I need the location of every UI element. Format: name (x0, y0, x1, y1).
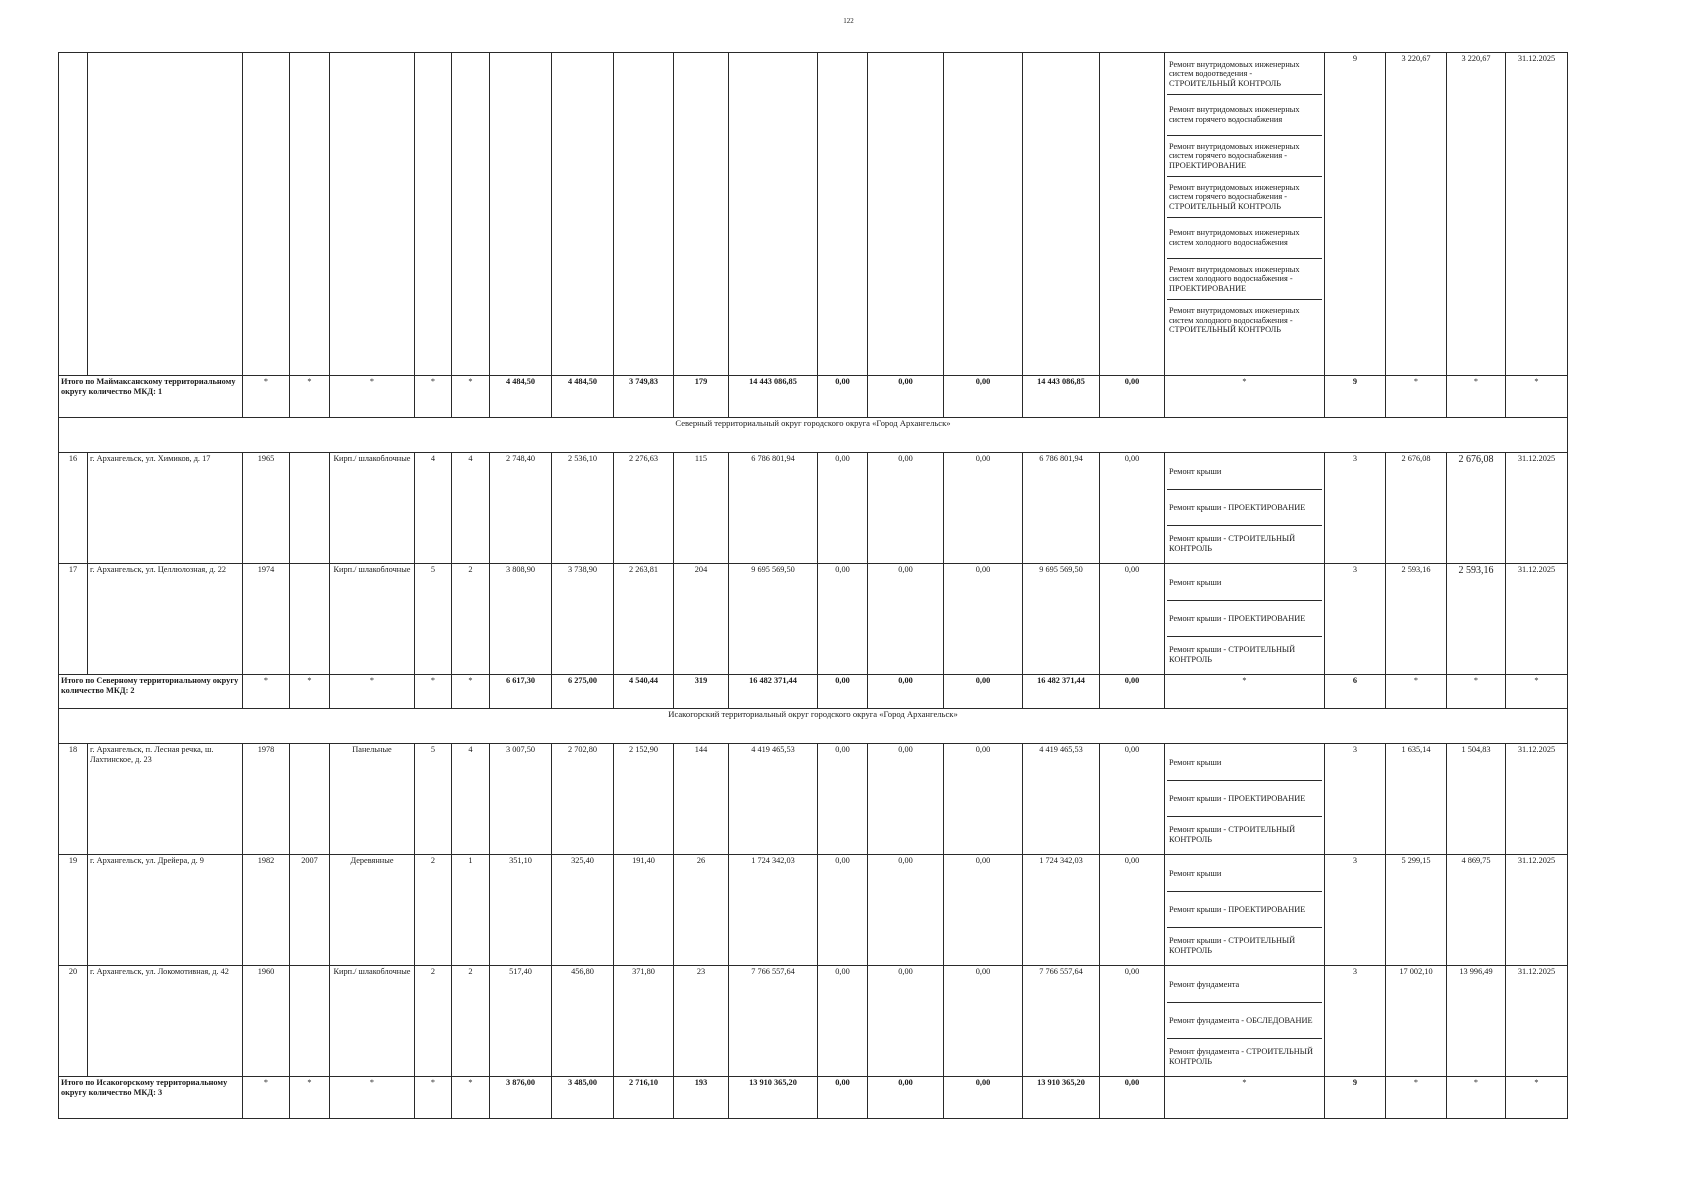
star: * (290, 1077, 330, 1119)
work-count: 3 (1325, 453, 1386, 564)
area-total: 3 808,90 (490, 564, 552, 675)
limit-cost: 2 676,08 (1447, 453, 1506, 564)
total-label: Итого по Исакогорскому территориальному округу количество МКД: 3 (59, 1077, 243, 1119)
wall-material: Кирп./ шлакоблочные (330, 564, 415, 675)
fund-local: 0,00 (944, 1077, 1023, 1119)
wall-material: Кирп./ шлакоблочные (330, 453, 415, 564)
fund-owners: 16 482 371,44 (1023, 675, 1100, 709)
unit-cost: 17 002,10 (1386, 966, 1447, 1077)
fund-federal: 0,00 (818, 855, 868, 966)
star: * (1506, 376, 1568, 418)
table-row (59, 453, 1568, 564)
fund-local: 0,00 (944, 855, 1023, 966)
fund-owners: 1 724 342,03 (1023, 855, 1100, 966)
cell (415, 53, 452, 376)
entrances: 1 (452, 855, 490, 966)
cost-sum: 6 786 801,94 (729, 453, 818, 564)
work-item: Ремонт внутридомовых инженерных систем холодного водоснабжения - СТРОИТЕЛЬНЫЙ КОНТРОЛЬ (1169, 306, 1300, 335)
cell (1023, 53, 1100, 376)
row-number: 18 (59, 744, 88, 855)
address: г. Архангельск, ул. Химиков, д. 17 (88, 453, 243, 564)
work-list (1165, 744, 1325, 855)
capital-repair-table (58, 52, 1568, 1119)
section-row-sever (59, 418, 1568, 453)
wall-material: Деревянные (330, 855, 415, 966)
star: * (330, 1077, 415, 1119)
fund-federal: 0,00 (818, 675, 868, 709)
work-list (1165, 53, 1325, 376)
work-item: Ремонт крыши - СТРОИТЕЛЬНЫЙ КОНТРОЛЬ (1169, 534, 1296, 553)
wall-material: Панельные (330, 744, 415, 855)
year-renovated (290, 966, 330, 1077)
year-renovated (290, 564, 330, 675)
star: * (1447, 376, 1506, 418)
fund-federal: 0,00 (818, 564, 868, 675)
star: * (1165, 376, 1325, 418)
fund-local: 0,00 (944, 564, 1023, 675)
entrances: 2 (452, 564, 490, 675)
star: * (290, 376, 330, 418)
star: * (290, 675, 330, 709)
cost-sum: 13 910 365,20 (729, 1077, 818, 1119)
cell (452, 53, 490, 376)
area-premises: 4 484,50 (552, 376, 614, 418)
work-list (1165, 453, 1325, 564)
area-residential: 4 540,44 (614, 675, 674, 709)
cell (729, 53, 818, 376)
cell (88, 53, 243, 376)
star: * (243, 675, 290, 709)
section-title: Исакогорский территориальный округ городского округа «Город Архангельск» (59, 709, 1568, 744)
cell (243, 53, 290, 376)
row-number: 20 (59, 966, 88, 1077)
fund-regional: 0,00 (868, 966, 944, 1077)
fund-regional: 0,00 (868, 744, 944, 855)
fund-owners: 4 419 465,53 (1023, 744, 1100, 855)
cell (944, 53, 1023, 376)
cell (818, 53, 868, 376)
residents: 144 (674, 744, 729, 855)
fund-federal: 0,00 (818, 1077, 868, 1119)
fund-other: 0,00 (1100, 453, 1165, 564)
fund-owners: 14 443 086,85 (1023, 376, 1100, 418)
area-residential: 371,80 (614, 966, 674, 1077)
residents: 319 (674, 675, 729, 709)
table-row (59, 855, 1568, 966)
star: * (415, 1077, 452, 1119)
residents: 193 (674, 1077, 729, 1119)
residents: 26 (674, 855, 729, 966)
entrances: 2 (452, 966, 490, 1077)
fund-regional: 0,00 (868, 675, 944, 709)
deadline: 31.12.2025 (1506, 744, 1568, 855)
unit-cost: 3 220,67 (1386, 53, 1447, 376)
star: * (1506, 675, 1568, 709)
year-renovated (290, 744, 330, 855)
fund-other: 0,00 (1100, 564, 1165, 675)
work-item: Ремонт внутридомовых инженерных систем холодного водоснабжения (1167, 218, 1322, 259)
area-total: 6 617,30 (490, 675, 552, 709)
unit-cost: 2 676,08 (1386, 453, 1447, 564)
cost-sum: 7 766 557,64 (729, 966, 818, 1077)
star: * (243, 1077, 290, 1119)
cell (290, 53, 330, 376)
star: * (1386, 1077, 1447, 1119)
residents: 179 (674, 376, 729, 418)
work-item: Ремонт крыши - СТРОИТЕЛЬНЫЙ КОНТРОЛЬ (1169, 645, 1296, 664)
star: * (330, 675, 415, 709)
area-residential: 3 749,83 (614, 376, 674, 418)
star: * (1447, 1077, 1506, 1119)
table-row (59, 744, 1568, 855)
limit-cost: 2 593,16 (1447, 564, 1506, 675)
floors: 2 (415, 966, 452, 1077)
work-item: Ремонт внутридомовых инженерных систем горячего водоснабжения - СТРОИТЕЛЬНЫЙ КОНТРОЛЬ (1167, 177, 1322, 218)
area-residential: 2 716,10 (614, 1077, 674, 1119)
work-list (1165, 855, 1325, 966)
work-item: Ремонт внутридомовых инженерных систем горячего водоснабжения (1167, 95, 1322, 136)
fund-federal: 0,00 (818, 744, 868, 855)
star: * (243, 376, 290, 418)
work-item: Ремонт внутридомовых инженерных систем холодного водоснабжения - ПРОЕКТИРОВАНИЕ (1167, 259, 1322, 300)
area-total: 351,10 (490, 855, 552, 966)
deadline: 31.12.2025 (1506, 855, 1568, 966)
table-row (59, 966, 1568, 1077)
work-item: Ремонт фундамента - СТРОИТЕЛЬНЫЙ КОНТРОЛЬ (1169, 1047, 1314, 1066)
work-item: Ремонт фундамента (1167, 967, 1322, 1003)
work-item: Ремонт крыши - СТРОИТЕЛЬНЫЙ КОНТРОЛЬ (1169, 936, 1296, 955)
fund-local: 0,00 (944, 966, 1023, 1077)
floors: 2 (415, 855, 452, 966)
work-item: Ремонт внутридомовых инженерных систем водоотведения - СТРОИТЕЛЬНЫЙ КОНТРОЛЬ (1167, 54, 1322, 95)
year-renovated (290, 453, 330, 564)
star: * (452, 675, 490, 709)
work-item: Ремонт внутридомовых инженерных систем горячего водоснабжения - ПРОЕКТИРОВАНИЕ (1167, 136, 1322, 177)
cost-sum: 4 419 465,53 (729, 744, 818, 855)
residents: 204 (674, 564, 729, 675)
star: * (1165, 1077, 1325, 1119)
year-renovated: 2007 (290, 855, 330, 966)
cost-sum: 9 695 569,50 (729, 564, 818, 675)
fund-owners: 6 786 801,94 (1023, 453, 1100, 564)
year-built: 1982 (243, 855, 290, 966)
area-total: 3 876,00 (490, 1077, 552, 1119)
fund-local: 0,00 (944, 744, 1023, 855)
row-number: 19 (59, 855, 88, 966)
area-premises: 325,40 (552, 855, 614, 966)
address: г. Архангельск, ул. Целлюлозная, д. 22 (88, 564, 243, 675)
star: * (1386, 376, 1447, 418)
total-row-sever (59, 675, 1568, 709)
total-row-maimaksa (59, 376, 1568, 418)
total-row-isak (59, 1077, 1568, 1119)
deadline: 31.12.2025 (1506, 53, 1568, 376)
cell (330, 53, 415, 376)
fund-federal: 0,00 (818, 453, 868, 564)
area-total: 4 484,50 (490, 376, 552, 418)
work-count: 6 (1325, 675, 1386, 709)
fund-owners: 9 695 569,50 (1023, 564, 1100, 675)
deadline: 31.12.2025 (1506, 966, 1568, 1077)
address: г. Архангельск, ул. Локомотивная, д. 42 (88, 966, 243, 1077)
cell (59, 53, 88, 376)
fund-owners: 13 910 365,20 (1023, 1077, 1100, 1119)
work-list (1165, 966, 1325, 1077)
star: * (452, 376, 490, 418)
fund-regional: 0,00 (868, 1077, 944, 1119)
work-item: Ремонт крыши - ПРОЕКТИРОВАНИЕ (1167, 892, 1322, 928)
fund-local: 0,00 (944, 675, 1023, 709)
work-item: Ремонт крыши (1167, 454, 1322, 490)
limit-cost: 3 220,67 (1447, 53, 1506, 376)
area-total: 2 748,40 (490, 453, 552, 564)
area-residential: 2 152,90 (614, 744, 674, 855)
floors: 4 (415, 453, 452, 564)
row-number: 17 (59, 564, 88, 675)
work-item: Ремонт фундамента - ОБСЛЕДОВАНИЕ (1167, 1003, 1322, 1039)
work-item: Ремонт крыши - ПРОЕКТИРОВАНИЕ (1167, 781, 1322, 817)
work-item: Ремонт крыши (1167, 745, 1322, 781)
fund-other: 0,00 (1100, 376, 1165, 418)
cost-sum: 14 443 086,85 (729, 376, 818, 418)
fund-local: 0,00 (944, 376, 1023, 418)
address: г. Архангельск, п. Лесная речка, ш. Лахтинское, д. 23 (88, 744, 243, 855)
work-item: Ремонт крыши (1167, 856, 1322, 892)
deadline: 31.12.2025 (1506, 564, 1568, 675)
work-count: 3 (1325, 966, 1386, 1077)
limit-cost: 4 869,75 (1447, 855, 1506, 966)
year-built: 1960 (243, 966, 290, 1077)
star: * (415, 376, 452, 418)
floors: 5 (415, 744, 452, 855)
star: * (1165, 675, 1325, 709)
star: * (330, 376, 415, 418)
fund-regional: 0,00 (868, 564, 944, 675)
fund-other: 0,00 (1100, 966, 1165, 1077)
wall-material: Кирп./ шлакоблочные (330, 966, 415, 1077)
work-count: 3 (1325, 855, 1386, 966)
area-residential: 2 276,63 (614, 453, 674, 564)
area-premises: 3 485,00 (552, 1077, 614, 1119)
unit-cost: 5 299,15 (1386, 855, 1447, 966)
star: * (1447, 675, 1506, 709)
table-row (59, 564, 1568, 675)
unit-cost: 1 635,14 (1386, 744, 1447, 855)
year-built: 1965 (243, 453, 290, 564)
area-premises: 2 536,10 (552, 453, 614, 564)
section-row-isak (59, 709, 1568, 744)
fund-other: 0,00 (1100, 675, 1165, 709)
total-label: Итого по Маймаксанскому территориальному округу количество МКД: 1 (59, 376, 243, 418)
page-number: 122 (843, 17, 854, 25)
work-count: 9 (1325, 53, 1386, 376)
area-total: 517,40 (490, 966, 552, 1077)
fund-local: 0,00 (944, 453, 1023, 564)
fund-regional: 0,00 (868, 453, 944, 564)
fund-regional: 0,00 (868, 376, 944, 418)
work-item: Ремонт крыши - СТРОИТЕЛЬНЫЙ КОНТРОЛЬ (1169, 825, 1296, 844)
work-count: 3 (1325, 744, 1386, 855)
entrances: 4 (452, 744, 490, 855)
fund-other: 0,00 (1100, 1077, 1165, 1119)
residents: 23 (674, 966, 729, 1077)
star: * (415, 675, 452, 709)
total-label: Итого по Северному территориальному округу количество МКД: 2 (59, 675, 243, 709)
work-count: 9 (1325, 376, 1386, 418)
cell (674, 53, 729, 376)
fund-federal: 0,00 (818, 966, 868, 1077)
floors: 5 (415, 564, 452, 675)
table-row-continuation (59, 53, 1568, 376)
area-total: 3 007,50 (490, 744, 552, 855)
area-premises: 456,80 (552, 966, 614, 1077)
residents: 115 (674, 453, 729, 564)
work-list (1165, 564, 1325, 675)
area-premises: 6 275,00 (552, 675, 614, 709)
year-built: 1978 (243, 744, 290, 855)
cost-sum: 16 482 371,44 (729, 675, 818, 709)
entrances: 4 (452, 453, 490, 564)
unit-cost: 2 593,16 (1386, 564, 1447, 675)
limit-cost: 13 996,49 (1447, 966, 1506, 1077)
limit-cost: 1 504,83 (1447, 744, 1506, 855)
work-count: 9 (1325, 1077, 1386, 1119)
fund-regional: 0,00 (868, 855, 944, 966)
area-residential: 191,40 (614, 855, 674, 966)
area-premises: 2 702,80 (552, 744, 614, 855)
work-item: Ремонт крыши (1167, 565, 1322, 601)
year-built: 1974 (243, 564, 290, 675)
deadline: 31.12.2025 (1506, 453, 1568, 564)
star: * (1506, 1077, 1568, 1119)
fund-other: 0,00 (1100, 744, 1165, 855)
area-premises: 3 738,90 (552, 564, 614, 675)
cell (490, 53, 552, 376)
work-count: 3 (1325, 564, 1386, 675)
cost-sum: 1 724 342,03 (729, 855, 818, 966)
cell (552, 53, 614, 376)
section-title: Северный территориальный округ городского округа «Город Архангельск» (59, 418, 1568, 453)
star: * (1386, 675, 1447, 709)
address: г. Архангельск, ул. Дрейера, д. 9 (88, 855, 243, 966)
row-number: 16 (59, 453, 88, 564)
cell (614, 53, 674, 376)
fund-federal: 0,00 (818, 376, 868, 418)
cell (868, 53, 944, 376)
work-item: Ремонт крыши - ПРОЕКТИРОВАНИЕ (1167, 490, 1322, 526)
star: * (452, 1077, 490, 1119)
work-item: Ремонт крыши - ПРОЕКТИРОВАНИЕ (1167, 601, 1322, 637)
fund-owners: 7 766 557,64 (1023, 966, 1100, 1077)
fund-other: 0,00 (1100, 855, 1165, 966)
cell (1100, 53, 1165, 376)
area-residential: 2 263,81 (614, 564, 674, 675)
